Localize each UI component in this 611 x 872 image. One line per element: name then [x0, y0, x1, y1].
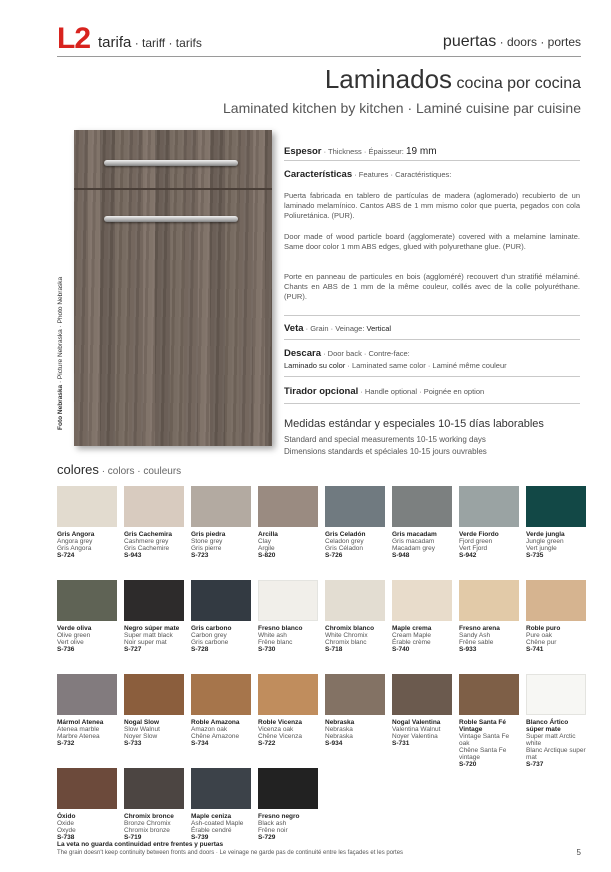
- color-option: [258, 674, 318, 768]
- desc-en: Door made of wood particle board (agglomerate) covered with a melamine laminate. Same door color 1 mm ABS edges, glued with polyurethane glue. (PUR).: [284, 232, 580, 251]
- color-code: S-726: [325, 552, 343, 559]
- tarifa-label: [98, 34, 202, 51]
- color-swatch: [392, 674, 452, 715]
- color-code: S-719: [124, 834, 142, 841]
- color-code: S-720: [459, 761, 477, 768]
- veta-translations: · Grain · Veinage:: [303, 324, 367, 333]
- page-subtitle: Laminated kitchen by kitchen · Laminé cuisine par cuisine: [223, 100, 581, 116]
- color-name: Verde Fiordo: [459, 531, 499, 538]
- color-name-en: Olive green: [57, 632, 91, 639]
- color-option: [124, 580, 184, 674]
- color-name: Negro súper mate: [124, 625, 180, 632]
- descara-value-translations: · Laminated same color · Laminé même couleur: [345, 361, 507, 370]
- color-option: [258, 486, 318, 580]
- color-code: S-738: [57, 834, 75, 841]
- color-option: [191, 486, 251, 580]
- color-option: [459, 674, 519, 768]
- color-name-fr: Chêne pur: [526, 639, 557, 646]
- color-option: [459, 486, 519, 580]
- color-option: [124, 674, 184, 768]
- color-swatch: [124, 768, 184, 809]
- color-code: S-730: [258, 646, 276, 653]
- color-code: S-942: [459, 552, 477, 559]
- color-swatch: [526, 580, 586, 621]
- color-name: Gris macadam: [392, 531, 437, 538]
- color-name: Gris Cachemira: [124, 531, 173, 538]
- color-name-fr: Argile: [258, 545, 275, 552]
- color-name-fr: Marbre Atenea: [57, 733, 100, 740]
- color-name-fr: Frêne noir: [258, 827, 288, 834]
- color-swatch: [392, 580, 452, 621]
- color-name-fr: Chêne Santa Fe vintage: [459, 747, 507, 761]
- color-name-fr: Frêne blanc: [258, 639, 293, 646]
- color-name-en: Slow Walnut: [124, 726, 160, 733]
- color-option: [459, 580, 519, 674]
- color-name-en: Fjord green: [459, 538, 493, 545]
- color-name: Blanco Ártico súper mate: [526, 719, 569, 733]
- color-code: S-933: [459, 646, 477, 653]
- color-name-fr: Érable crème: [392, 639, 431, 646]
- color-name: Nogal Valentina: [392, 719, 441, 726]
- color-name: Arcilla: [258, 531, 278, 538]
- color-swatch: [325, 674, 385, 715]
- color-name-en: Jungle green: [526, 538, 564, 545]
- color-name: Maple crema: [392, 625, 432, 632]
- section-label: [443, 33, 581, 51]
- color-name-fr: Nebraska: [325, 733, 353, 740]
- color-swatch: [258, 486, 318, 527]
- color-option: [258, 580, 318, 674]
- color-code: S-732: [57, 740, 75, 747]
- color-swatch: [392, 486, 452, 527]
- color-code: S-735: [526, 552, 544, 559]
- color-swatch: [57, 674, 117, 715]
- color-name-en: Gris macadam: [392, 538, 435, 545]
- color-code: S-734: [191, 740, 209, 747]
- spec-divider: [284, 376, 580, 377]
- medidas-en: Standard and special measurements 10-15 working days: [284, 435, 486, 444]
- color-code: S-722: [258, 740, 276, 747]
- color-code: S-736: [57, 646, 75, 653]
- veta-label: Veta: [284, 323, 304, 334]
- color-name-fr: Noyer Valentina: [392, 733, 438, 740]
- color-name-en: Celadon grey: [325, 538, 364, 545]
- color-name-en: Pure oak: [526, 632, 553, 639]
- color-option: [526, 580, 586, 674]
- desc-es: Puerta fabricada en tablero de partículas de madera (aglomerado) recubierto de un laminado melamínico. Cantos ABS de 1 mm mismo color que puerta, pegados con cola Poliuretánica. (PUR).: [284, 191, 580, 220]
- color-name-fr: Macadam grey: [392, 545, 435, 552]
- color-name-en: Vicenza oak: [258, 726, 294, 733]
- spec-tirador: [284, 386, 580, 397]
- spec-veta: [284, 323, 580, 334]
- title-small: cocina por cocina: [452, 75, 581, 92]
- photo-caption-rest: · Picture Nebraska · Photo Nebraska: [57, 276, 64, 385]
- color-option: [191, 580, 251, 674]
- color-swatch: [325, 580, 385, 621]
- color-option: [526, 486, 586, 580]
- color-code: S-934: [325, 740, 343, 747]
- color-swatch: [57, 486, 117, 527]
- color-swatch: [459, 674, 519, 715]
- color-code: S-741: [526, 646, 544, 653]
- color-option: [325, 486, 385, 580]
- color-name-fr: Chromix blanc: [325, 639, 367, 646]
- color-name: Verde oliva: [57, 625, 92, 632]
- color-name-fr: Gris Céladon: [325, 545, 363, 552]
- color-name: Roble Santa Fé Vintage: [459, 719, 506, 733]
- color-name: Nebraska: [325, 719, 355, 726]
- color-name-en: Oxide: [57, 820, 74, 827]
- color-swatch: [191, 674, 251, 715]
- color-code: S-729: [258, 834, 276, 841]
- color-option: [124, 486, 184, 580]
- color-name-en: Super matt black: [124, 632, 173, 639]
- color-swatch: [124, 486, 184, 527]
- caract-label: Características: [284, 169, 353, 180]
- color-name: Chromix blanco: [325, 625, 375, 632]
- color-code: S-733: [124, 740, 142, 747]
- spec-espesor: [284, 146, 580, 157]
- spec-divider: [284, 403, 580, 404]
- color-swatch: [258, 580, 318, 621]
- color-swatch: [526, 486, 586, 527]
- caract-translations: · Features · Caractéristiques:: [352, 170, 452, 179]
- color-option: [258, 768, 318, 862]
- color-name-fr: Noir super mat: [124, 639, 167, 646]
- color-swatch: [191, 580, 251, 621]
- desc-fr: Porte en panneau de particules en bois (aggloméré) recouvert d'un stratifié mélaminé. Chants en ABS de 1 mm de la même couleur, collés avec de la colle polyuréthane. (PUR).: [284, 272, 580, 301]
- spec-descara: [284, 348, 580, 359]
- color-code: S-820: [258, 552, 276, 559]
- color-swatch: [191, 768, 251, 809]
- medidas-fr: Dimensions standards et spéciales 10-15 jours ouvrables: [284, 447, 487, 456]
- color-name-fr: Noyer Slow: [124, 733, 158, 740]
- color-option: [325, 674, 385, 768]
- color-name: Gris Celadón: [325, 531, 366, 538]
- tarifa-translations: · tariff · tarifs: [131, 36, 202, 50]
- color-code: S-737: [526, 761, 544, 768]
- color-option: [392, 486, 452, 580]
- espesor-label: Espesor: [284, 146, 322, 157]
- color-name-en: Ash-coated Maple: [191, 820, 244, 827]
- color-name: Gris Angora: [57, 531, 95, 538]
- color-option: [392, 580, 452, 674]
- color-name-en: Atenea marble: [57, 726, 100, 733]
- tirador-translations: · Handle optional · Poignée en option: [358, 387, 485, 396]
- header-divider: [57, 56, 581, 57]
- spec-caracteristicas: [284, 169, 580, 180]
- color-name: Gris piedra: [191, 531, 226, 538]
- color-name: Fresno arena: [459, 625, 500, 632]
- color-name: Nogal Slow: [124, 719, 160, 726]
- color-name-fr: Chromix bronze: [124, 827, 170, 834]
- color-swatch: [258, 674, 318, 715]
- color-name-en: Bronze Chromix: [124, 820, 171, 827]
- photo-caption: [57, 277, 64, 430]
- color-swatch: [526, 674, 586, 715]
- color-name: Fresno negro: [258, 813, 300, 820]
- color-name-fr: Gris carbone: [191, 639, 229, 646]
- section-code: L2: [57, 22, 91, 55]
- color-name-en: Vintage Santa Fe oak: [459, 733, 510, 747]
- color-name-en: Cream Maple: [392, 632, 432, 639]
- color-name-en: Angora grey: [57, 538, 93, 545]
- section-translations: · doors · portes: [496, 35, 581, 49]
- color-name: Roble Vicenza: [258, 719, 302, 726]
- espesor-value: 19 mm: [405, 146, 437, 157]
- color-name: Fresno blanco: [258, 625, 303, 632]
- grain-note-translations: The grain doesn't keep continuity between fronts and doors · Le veinage ne garde pas de continuité entre les façades et les portes: [57, 850, 404, 856]
- color-option: [57, 580, 117, 674]
- color-option: [57, 674, 117, 768]
- color-name-fr: Vert jungle: [526, 545, 557, 552]
- color-name-en: Sandy Ash: [459, 632, 491, 639]
- color-name-fr: Chêne Amazone: [191, 733, 240, 740]
- color-code: S-731: [392, 740, 410, 747]
- descara-label: Descara: [284, 348, 321, 359]
- color-name-en: Clay: [258, 538, 272, 545]
- color-code: S-728: [191, 646, 209, 653]
- photo-caption-bold: Foto Nebraska: [57, 384, 64, 430]
- color-name-fr: Oxyde: [57, 827, 76, 834]
- door-drawer-split: [74, 188, 272, 190]
- page-title: [325, 64, 581, 95]
- title-main: Laminados: [324, 64, 453, 94]
- color-name-fr: Vert Fjord: [459, 545, 488, 552]
- color-code: S-724: [57, 552, 75, 559]
- color-option: [191, 674, 251, 768]
- color-code: S-727: [124, 646, 142, 653]
- medidas-title: Medidas estándar y especiales 10-15 días laborables: [284, 418, 544, 430]
- color-swatch-grid: [57, 486, 590, 862]
- color-code: S-718: [325, 646, 343, 653]
- spec-divider: [284, 339, 580, 340]
- color-code: S-723: [191, 552, 209, 559]
- tirador-label: Tirador opcional: [284, 386, 359, 397]
- color-swatch: [124, 580, 184, 621]
- color-code: S-740: [392, 646, 410, 653]
- color-name: Roble puro: [526, 625, 561, 632]
- color-code: S-739: [191, 834, 209, 841]
- spec-divider: [284, 160, 580, 161]
- color-name-fr: Frêne sable: [459, 639, 494, 646]
- color-name-en: Valentina Walnut: [392, 726, 441, 733]
- door-photo: [74, 130, 272, 446]
- color-name: Mármol Atenea: [57, 719, 104, 726]
- color-name: Verde jungla: [526, 531, 565, 538]
- descara-value: Laminado su color: [284, 361, 346, 370]
- color-swatch: [459, 486, 519, 527]
- page-number: 5: [576, 848, 581, 857]
- color-name-en: Carbon grey: [191, 632, 227, 639]
- color-name: Roble Amazona: [191, 719, 240, 726]
- grain-note: La veta no guarda continuidad entre frentes y puertas: [57, 841, 224, 848]
- color-name-fr: Érable cendré: [191, 827, 232, 834]
- color-name-en: Nebraska: [325, 726, 353, 733]
- color-name-fr: Blanc Arctique super mat: [526, 747, 586, 761]
- color-name-en: Super matt Arctic white: [526, 733, 576, 747]
- color-name-en: Amazon oak: [191, 726, 228, 733]
- color-name-fr: Vert olive: [57, 639, 84, 646]
- colors-heading-translations: · colors · couleurs: [98, 466, 182, 477]
- color-option: [57, 486, 117, 580]
- color-option: [325, 580, 385, 674]
- colors-heading: [57, 462, 181, 477]
- door-handle: [104, 216, 238, 222]
- color-name-en: White Chromix: [325, 632, 368, 639]
- color-option: [526, 674, 586, 768]
- descara-translations: · Door back · Contre-face:: [320, 349, 410, 358]
- color-code: S-948: [392, 552, 410, 559]
- color-name-fr: Gris pierre: [191, 545, 222, 552]
- color-swatch: [57, 768, 117, 809]
- espesor-translations: · Thickness · Épaisseur:: [321, 147, 406, 156]
- drawer-handle: [104, 160, 238, 166]
- color-name-fr: Gris Cachemire: [124, 545, 170, 552]
- color-name-en: Black ash: [258, 820, 287, 827]
- color-swatch: [124, 674, 184, 715]
- section-main: puertas: [442, 33, 497, 50]
- color-swatch: [325, 486, 385, 527]
- color-name-en: White ash: [258, 632, 287, 639]
- colors-heading-main: colores: [57, 462, 99, 477]
- color-code: S-943: [124, 552, 142, 559]
- spec-descara-value: [284, 361, 580, 370]
- veta-value: Vertical: [366, 324, 392, 333]
- color-name-en: Cashmere grey: [124, 538, 169, 545]
- color-name: Gris carbono: [191, 625, 232, 632]
- color-name-fr: Gris Angora: [57, 545, 92, 552]
- color-name: Óxido: [57, 813, 76, 820]
- spec-divider: [284, 315, 580, 316]
- tarifa-main: tarifa: [98, 34, 132, 51]
- color-swatch: [57, 580, 117, 621]
- color-name: Chromix bronce: [124, 813, 174, 820]
- color-swatch: [258, 768, 318, 809]
- color-name-fr: Chêne Vicenza: [258, 733, 302, 740]
- color-name-en: Stone grey: [191, 538, 223, 545]
- color-name: Maple ceniza: [191, 813, 232, 820]
- color-swatch: [459, 580, 519, 621]
- color-option: [392, 674, 452, 768]
- color-swatch: [191, 486, 251, 527]
